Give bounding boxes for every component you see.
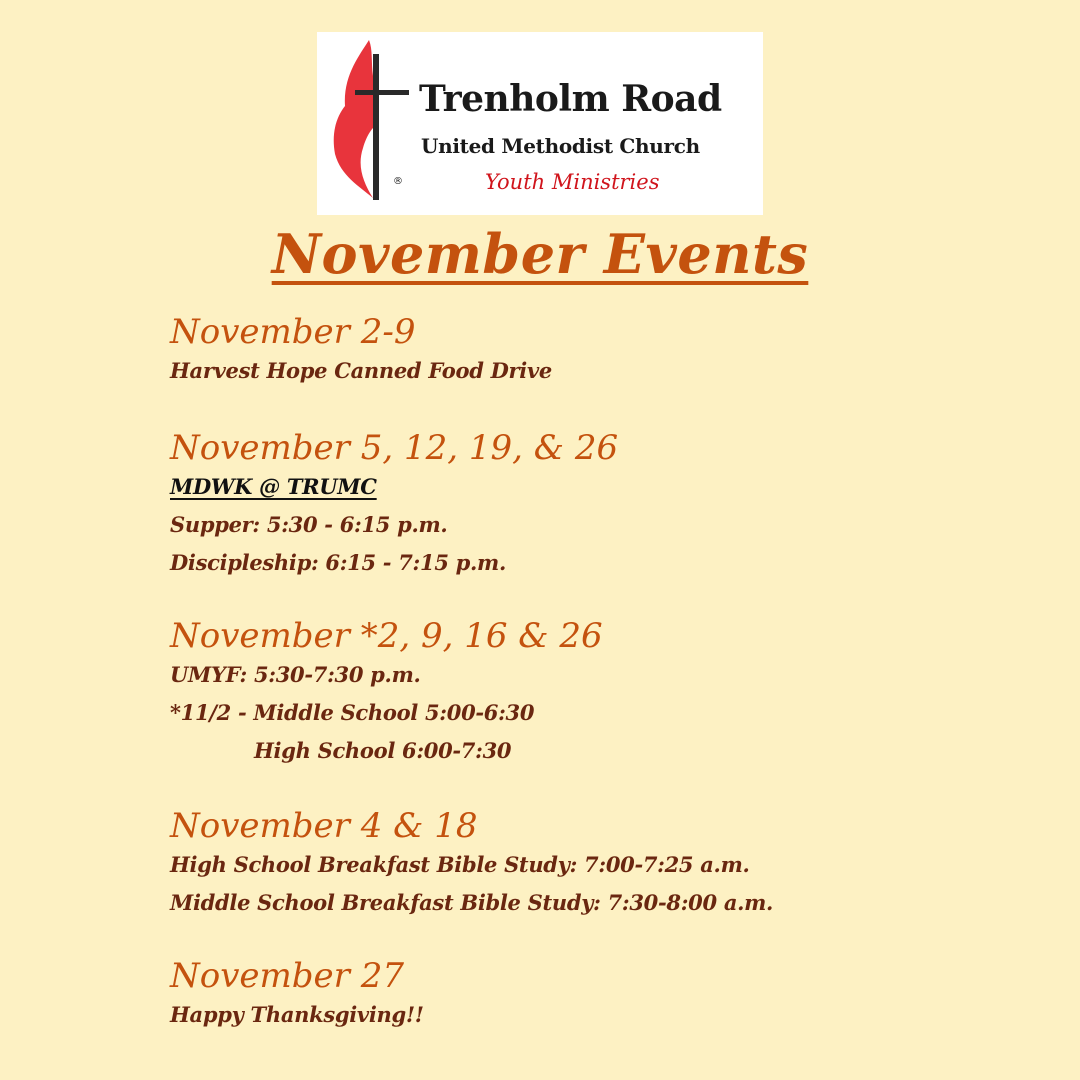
event-detail: Harvest Hope Canned Food Drive [170,358,552,383]
event-date: November *2, 9, 16 & 26 [170,616,603,656]
page-title-text: November Events [271,222,809,286]
event-block [170,312,552,390]
event-date: November 5, 12, 19, & 26 [170,428,619,468]
church-name: Trenholm Road [419,78,722,120]
registered-mark: ® [393,176,403,187]
page-title [0,222,1080,286]
event-block [170,956,424,1034]
event-block [170,616,603,770]
church-subtitle: United Methodist Church [421,134,700,158]
event-detail: High School 6:00-7:30 [254,738,512,763]
event-date: November 27 [170,956,404,996]
event-detail: *11/2 - Middle School 5:00-6:30 [170,700,535,725]
event-detail: Happy Thanksgiving!! [170,1002,424,1027]
event-detail: Discipleship: 6:15 - 7:15 p.m. [170,550,506,575]
event-detail: High School Breakfast Bible Study: 7:00-7:25 a.m. [170,852,750,877]
ministry-name: Youth Ministries [485,170,660,194]
event-detail: Supper: 5:30 - 6:15 p.m. [170,512,448,537]
event-date: November 2-9 [170,312,416,352]
event-block [170,428,618,582]
event-detail: Middle School Breakfast Bible Study: 7:30-8:00 a.m. [170,890,774,915]
church-logo [317,32,763,215]
event-tagline: MDWK @ TRUMC [170,474,377,499]
event-date: November 4 & 18 [170,806,478,846]
event-block [170,806,773,922]
event-detail: UMYF: 5:30-7:30 p.m. [170,662,421,687]
